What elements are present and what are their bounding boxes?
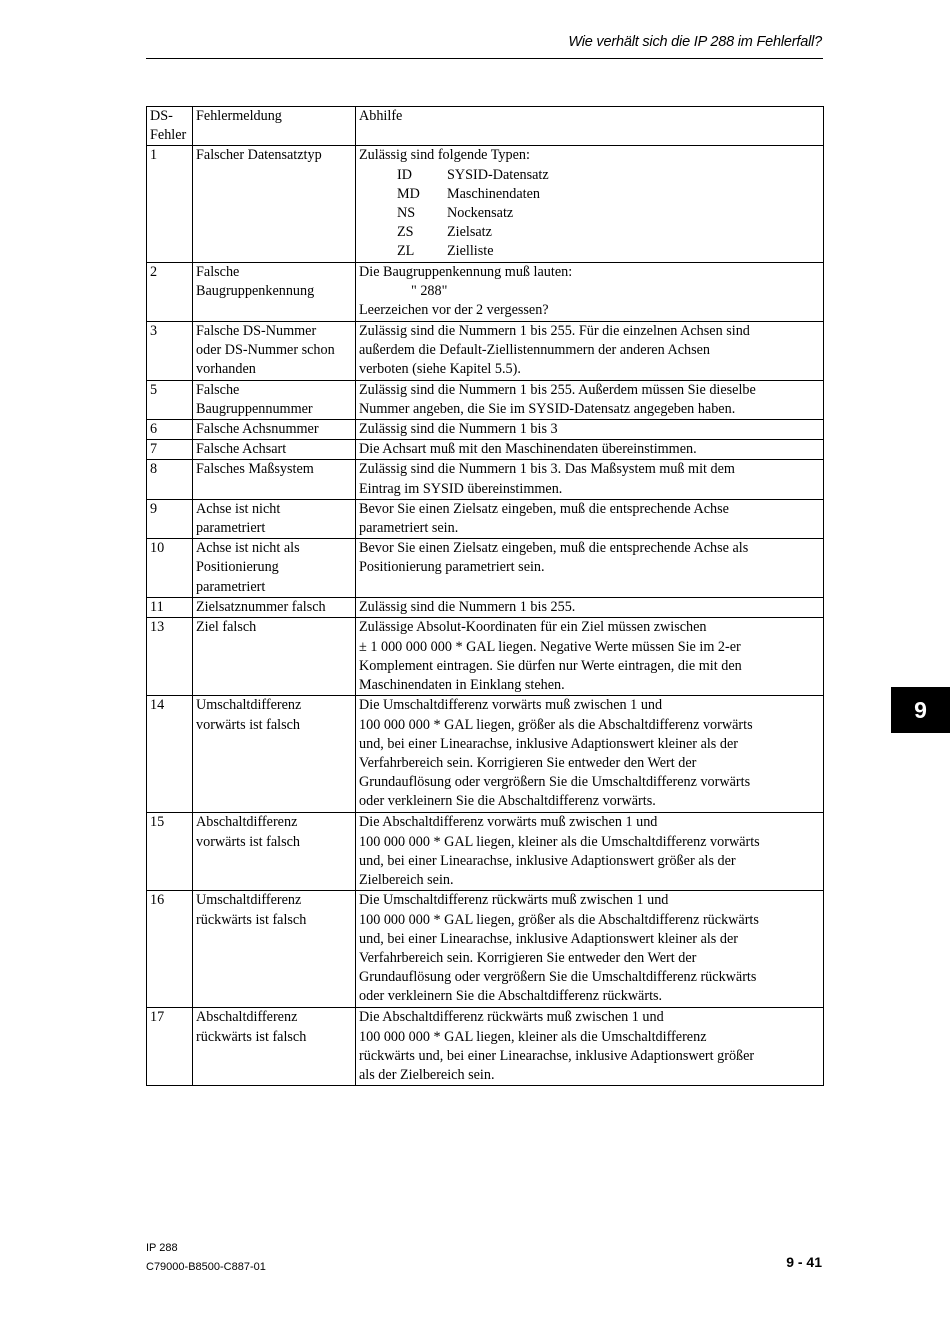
error-message-line: Abschaltdifferenz <box>196 1009 298 1026</box>
remedy-line: Positionierung parametriert sein. <box>359 559 545 576</box>
table-row <box>147 1008 824 1086</box>
remedy-line: Verfahrbereich sein. Korrigieren Sie entweder den Wert der <box>359 755 697 772</box>
error-message-line: Umschaltdifferenz <box>196 697 302 714</box>
remedy-cell <box>356 460 824 499</box>
error-message-line: Achse ist nicht <box>196 500 281 517</box>
table-row <box>147 539 824 598</box>
table-header-row <box>147 107 824 146</box>
error-message-cell <box>193 696 356 813</box>
table-row <box>147 146 824 262</box>
remedy-line: und, bei einer Linearachse, inklusive Adaptionswert kleiner als der <box>359 930 738 947</box>
record-type-code: MD <box>397 185 420 202</box>
remedy-line: Verfahrbereich sein. Korrigieren Sie entweder den Wert der <box>359 950 697 967</box>
error-message-line: Umschaltdifferenz <box>196 892 302 909</box>
error-message-cell <box>193 262 356 321</box>
remedy-line: 100 000 000 * GAL liegen, größer als die Abschaltdifferenz vorwärts <box>359 716 753 733</box>
table-row <box>147 380 824 419</box>
remedy-line: Bevor Sie einen Zielsatz eingeben, muß die entsprechende Achse als <box>359 540 749 557</box>
remedy-cell <box>356 146 824 262</box>
remedy-cell <box>356 539 824 598</box>
error-message-line: Baugruppenkennung <box>196 282 315 299</box>
remedy-line: Nummer angeben, die Sie im SYSID-Datensatz angegeben haben. <box>359 400 736 417</box>
record-type-code: ZS <box>397 224 414 241</box>
ds-error-cell: 2 <box>147 262 193 321</box>
error-table <box>146 106 824 1086</box>
error-message-line: vorhanden <box>196 361 256 378</box>
record-type-code: ID <box>397 166 412 183</box>
remedy-line: Die Umschaltdifferenz vorwärts muß zwischen 1 und <box>359 697 663 714</box>
error-message-cell <box>193 440 356 460</box>
table-row <box>147 696 824 813</box>
ds-error-cell: 13 <box>147 618 193 696</box>
remedy-line: Komplement eintragen. Sie dürfen nur Werte eintragen, die mit den <box>359 657 742 674</box>
remedy-cell <box>356 696 824 813</box>
record-type-name: Nockensatz <box>447 205 514 222</box>
remedy-line: " 288" <box>411 282 448 299</box>
error-message-line: parametriert <box>196 578 266 595</box>
remedy-cell <box>356 1008 824 1086</box>
error-message-line: Falscher Datensatztyp <box>196 147 322 164</box>
remedy-line: Zielbereich sein. <box>359 872 454 889</box>
ds-error-cell: 3 <box>147 321 193 380</box>
ds-error-cell: 9 <box>147 499 193 538</box>
remedy-line: 100 000 000 * GAL liegen, kleiner als die Umschaltdifferenz <box>359 1028 707 1045</box>
error-message-line: vorwärts ist falsch <box>196 833 301 850</box>
remedy-line: Die Umschaltdifferenz rückwärts muß zwischen 1 und <box>359 892 669 909</box>
error-message-line: Achse ist nicht als <box>196 540 300 557</box>
remedy-cell <box>356 618 824 696</box>
error-message-line: rückwärts ist falsch <box>196 911 307 928</box>
ds-error-cell: 14 <box>147 696 193 813</box>
footer-product: IP 288 <box>146 1242 178 1254</box>
header-rule <box>146 58 823 59</box>
record-type-item <box>359 223 823 242</box>
error-message-line: Zielsatznummer falsch <box>196 599 326 616</box>
error-message-cell <box>193 420 356 440</box>
footer-left <box>146 1239 266 1277</box>
remedy-line: oder verkleinern Sie die Abschaltdifferenz vorwärts. <box>359 793 656 810</box>
remedy-line: als der Zielbereich sein. <box>359 1067 495 1084</box>
ds-error-cell: 17 <box>147 1008 193 1086</box>
error-message-cell <box>193 539 356 598</box>
ds-error-cell: 5 <box>147 380 193 419</box>
error-message-line: Abschaltdifferenz <box>196 814 298 831</box>
table-row <box>147 891 824 1008</box>
remedy-cell <box>356 891 824 1008</box>
error-message-cell <box>193 813 356 891</box>
ds-error-cell: 1 <box>147 146 193 262</box>
remedy-line: Eintrag im SYSID übereinstimmen. <box>359 480 563 497</box>
remedy-cell <box>356 420 824 440</box>
error-message-line: vorwärts ist falsch <box>196 716 301 733</box>
ds-error-cell: 15 <box>147 813 193 891</box>
ds-error-cell: 8 <box>147 460 193 499</box>
error-message-cell <box>193 380 356 419</box>
error-message-cell <box>193 146 356 262</box>
remedy-line: Zulässig sind die Nummern 1 bis 3 <box>359 421 558 438</box>
table-row <box>147 262 824 321</box>
ds-error-cell: 10 <box>147 539 193 598</box>
footer-page-number: 9 - 41 <box>786 1254 822 1270</box>
page-header-title: Wie verhält sich die IP 288 im Fehlerfall? <box>568 34 822 50</box>
record-type-name: SYSID-Datensatz <box>447 166 549 183</box>
remedy-cell <box>356 813 824 891</box>
remedy-line: Maschinendaten in Einklang stehen. <box>359 677 565 694</box>
record-type-item <box>359 185 823 204</box>
header-remedy: Abhilfe <box>356 107 824 146</box>
error-message-line: Falsche DS-Nummer <box>196 322 317 339</box>
remedy-line: Zulässig sind die Nummern 1 bis 255. Für die einzelnen Achsen sind <box>359 322 750 339</box>
error-message-line: Falsche Achsart <box>196 441 287 458</box>
table-row <box>147 460 824 499</box>
ds-error-cell: 7 <box>147 440 193 460</box>
remedy-line: rückwärts und, bei einer Linearachse, inklusive Adaptionswert größer <box>359 1047 755 1064</box>
record-type-item <box>359 204 823 223</box>
error-message-line: Baugruppennummer <box>196 400 313 417</box>
remedy-line: verboten (siehe Kapitel 5.5). <box>359 361 521 378</box>
table-row <box>147 813 824 891</box>
error-message-cell <box>193 321 356 380</box>
remedy-line: 100 000 000 * GAL liegen, kleiner als die Umschaltdifferenz vorwärts <box>359 833 760 850</box>
error-message-line: Falsche <box>196 263 240 280</box>
table-row <box>147 499 824 538</box>
remedy-line: 100 000 000 * GAL liegen, größer als die Abschaltdifferenz rückwärts <box>359 911 759 928</box>
remedy-line: oder verkleinern Sie die Abschaltdifferenz rückwärts. <box>359 988 663 1005</box>
remedy-line: und, bei einer Linearachse, inklusive Adaptionswert kleiner als der <box>359 735 738 752</box>
table-row <box>147 598 824 618</box>
table-row <box>147 321 824 380</box>
remedy-cell <box>356 321 824 380</box>
record-type-name: Maschinendaten <box>447 185 540 202</box>
record-type-list <box>359 166 823 262</box>
chapter-tab: 9 <box>891 687 950 733</box>
header-error-message: Fehlermeldung <box>193 107 356 146</box>
error-message-line: Positionierung <box>196 559 279 576</box>
remedy-cell <box>356 499 824 538</box>
remedy-line: Die Abschaltdifferenz rückwärts muß zwischen 1 und <box>359 1009 664 1026</box>
table-row <box>147 420 824 440</box>
remedy-cell <box>356 598 824 618</box>
remedy-line: Zulässig sind folgende Typen: <box>359 147 530 164</box>
remedy-line: parametriert sein. <box>359 520 459 537</box>
remedy-line: und, bei einer Linearachse, inklusive Adaptionswert größer als der <box>359 852 736 869</box>
footer-order-number: C79000-B8500-C887-01 <box>146 1261 266 1273</box>
remedy-line: Die Achsart muß mit den Maschinendaten übereinstimmen. <box>359 441 697 458</box>
ds-error-cell: 16 <box>147 891 193 1008</box>
error-message-line: rückwärts ist falsch <box>196 1028 307 1045</box>
remedy-cell <box>356 440 824 460</box>
header-ds-error: DS- Fehler <box>147 107 193 146</box>
error-message-cell <box>193 618 356 696</box>
error-message-line: oder DS-Nummer schon <box>196 341 335 358</box>
record-type-name: Zielsatz <box>447 224 492 241</box>
remedy-cell <box>356 380 824 419</box>
error-message-cell <box>193 891 356 1008</box>
remedy-line: außerdem die Default-Ziellistennummern der anderen Achsen <box>359 341 711 358</box>
remedy-cell <box>356 262 824 321</box>
record-type-code: NS <box>397 205 416 222</box>
remedy-line: Leerzeichen vor der 2 vergessen? <box>359 302 549 319</box>
error-message-cell <box>193 499 356 538</box>
remedy-line: Die Abschaltdifferenz vorwärts muß zwischen 1 und <box>359 814 658 831</box>
remedy-line: Zulässig sind die Nummern 1 bis 3. Das Maßsystem muß mit dem <box>359 461 735 478</box>
error-message-cell <box>193 1008 356 1086</box>
remedy-line: Zulässige Absolut-Koordinaten für ein Ziel müssen zwischen <box>359 619 707 636</box>
error-message-line: Falsches Maßsystem <box>196 461 314 478</box>
record-type-name: Zielliste <box>447 243 494 260</box>
error-message-cell <box>193 598 356 618</box>
error-message-line: Falsche Achsnummer <box>196 421 319 438</box>
remedy-line: Grundauflösung oder vergrößern Sie die Umschaltdifferenz rückwärts <box>359 969 757 986</box>
remedy-line: Die Baugruppenkennung muß lauten: <box>359 263 573 280</box>
table-row <box>147 440 824 460</box>
error-message-cell <box>193 460 356 499</box>
error-message-line: Ziel falsch <box>196 619 257 636</box>
record-type-item <box>359 166 823 185</box>
remedy-line: ± 1 000 000 000 * GAL liegen. Negative Werte müssen Sie im 2-er <box>359 638 741 655</box>
record-type-code: ZL <box>397 243 415 260</box>
remedy-line: Zulässig sind die Nummern 1 bis 255. Außerdem müssen Sie dieselbe <box>359 381 756 398</box>
table-row <box>147 618 824 696</box>
remedy-line: Zulässig sind die Nummern 1 bis 255. <box>359 599 576 616</box>
error-message-line: parametriert <box>196 520 266 537</box>
record-type-item <box>359 242 823 261</box>
ds-error-cell: 11 <box>147 598 193 618</box>
remedy-line: Grundauflösung oder vergrößern Sie die Umschaltdifferenz vorwärts <box>359 774 751 791</box>
remedy-line: Bevor Sie einen Zielsatz eingeben, muß die entsprechende Achse <box>359 500 729 517</box>
error-message-line: Falsche <box>196 381 240 398</box>
ds-error-cell: 6 <box>147 420 193 440</box>
